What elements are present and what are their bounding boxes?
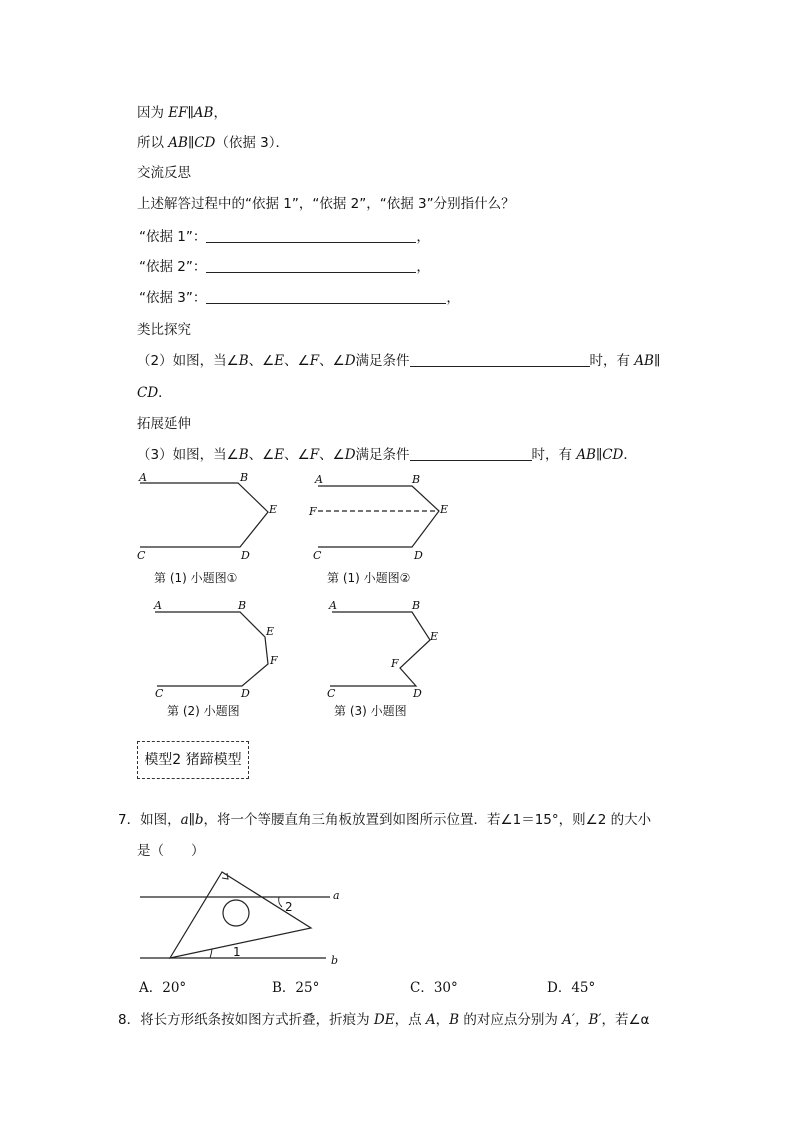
fig1-1-lines: [140, 483, 268, 547]
angle-2-arc: [279, 897, 282, 907]
text: 、∠: [248, 353, 275, 369]
question-7: [118, 811, 651, 829]
heading-reflect: 交流反思: [137, 165, 191, 181]
math: DE: [373, 1012, 395, 1028]
math: A′，B′: [562, 1012, 602, 1028]
text: 7．如图，: [118, 812, 181, 828]
label-B: B: [238, 599, 247, 612]
math: F: [309, 353, 320, 369]
text: （依据 3）．: [215, 135, 289, 151]
caption-fig1-1: 第 (1) 小题图①: [154, 571, 238, 585]
label-A: A: [329, 599, 337, 612]
option-b[interactable]: B．25°: [272, 980, 320, 996]
label-C: C: [327, 687, 336, 700]
model-label-box: 模型2 猪蹄模型: [137, 741, 249, 779]
math: E: [274, 447, 285, 463]
label-E: E: [440, 503, 449, 516]
label-F: F: [309, 505, 317, 518]
math: A: [425, 1012, 436, 1028]
label-line-a: a: [333, 889, 340, 902]
label-E: E: [266, 625, 275, 638]
label-line-b: b: [331, 954, 339, 967]
label-F: F: [391, 657, 399, 670]
label-B: B: [240, 471, 249, 484]
text: ，若∠α: [601, 1012, 650, 1028]
angle-1-arc: [210, 949, 212, 958]
math: a∥b: [180, 812, 204, 828]
math: D: [344, 353, 356, 369]
fig3-lines: [330, 612, 430, 686]
heading-analog: 类比探究: [137, 322, 191, 338]
basis-label: “依据 3”：: [139, 290, 207, 306]
math: CD: [137, 385, 159, 401]
math: AB∥CD: [168, 135, 216, 151]
text: 时，有: [531, 447, 577, 463]
text: ，: [446, 290, 460, 306]
label-D: D: [413, 687, 422, 700]
fig2-lines: [155, 612, 268, 686]
text: 时，有: [589, 353, 635, 369]
caption-fig2: 第 (2) 小题图: [167, 704, 240, 718]
question-8: [118, 1011, 649, 1029]
text: 所以: [137, 135, 169, 151]
math: E: [274, 353, 285, 369]
label-E: E: [430, 630, 439, 643]
option-c[interactable]: C．30°: [410, 980, 458, 996]
math: AB∥: [634, 353, 661, 369]
math: AB∥CD: [576, 447, 624, 463]
option-a[interactable]: A．20°: [139, 980, 187, 996]
text: 、∠: [319, 353, 345, 369]
heading-extend: 拓展延伸: [137, 416, 191, 432]
text: 满足条件: [355, 447, 410, 463]
label-A: A: [315, 473, 323, 486]
label-E: E: [269, 503, 278, 516]
text: ．: [623, 447, 637, 463]
text: 因为: [137, 105, 169, 121]
label-D: D: [241, 549, 250, 562]
math: F: [309, 447, 320, 463]
text: ，: [416, 259, 430, 275]
angle-2-label: 2: [285, 900, 293, 914]
label-C: C: [313, 549, 322, 562]
label-B: B: [412, 473, 421, 486]
text: 的对应点分别为: [459, 1012, 563, 1028]
text: 、∠: [284, 353, 310, 369]
text: ，: [213, 105, 227, 121]
math: B: [238, 353, 249, 369]
question-7-cont: 是（ ）: [137, 843, 205, 859]
text: （2）如图，当∠: [137, 353, 239, 369]
label-C: C: [137, 549, 146, 562]
set-square-hole: [223, 900, 249, 926]
text: ．: [158, 385, 172, 401]
caption-fig3: 第 (3) 小题图: [334, 704, 407, 718]
label-C: C: [155, 687, 164, 700]
label-A: A: [139, 471, 147, 484]
fig1-2-lines: [318, 486, 439, 547]
question-basis: 上述解答过程中的“依据 1”，“依据 2”，“依据 3”分别指什么？: [137, 196, 515, 212]
label-F: F: [270, 654, 278, 667]
text: ，: [435, 1012, 450, 1028]
math: B: [449, 1012, 460, 1028]
label-A: A: [154, 599, 162, 612]
text: 、∠: [284, 447, 310, 463]
caption-fig1-2: 第 (1) 小题图②: [327, 571, 411, 585]
text: 、∠: [248, 447, 275, 463]
math: EF∥AB: [168, 105, 214, 121]
text: （3）如图，当∠: [137, 447, 239, 463]
text: ，: [416, 229, 430, 245]
option-d[interactable]: D．45°: [547, 980, 596, 996]
math: B: [238, 447, 249, 463]
label-D: D: [414, 549, 423, 562]
text: ，点: [394, 1012, 426, 1028]
text: 8．将长方形纸条按如图方式折叠，折痕为: [118, 1012, 374, 1028]
label-B: B: [412, 599, 421, 612]
text: 满足条件: [355, 353, 410, 369]
text: 、∠: [319, 447, 345, 463]
math: D: [344, 447, 356, 463]
angle-1-label: 1: [233, 945, 241, 959]
text: ，将一个等腰直角三角板放置到如图所示位置．若∠1＝15°，则∠2 的大小: [203, 812, 652, 828]
basis-label: “依据 2”：: [139, 259, 207, 275]
basis-label: “依据 1”：: [139, 229, 207, 245]
label-D: D: [241, 687, 250, 700]
